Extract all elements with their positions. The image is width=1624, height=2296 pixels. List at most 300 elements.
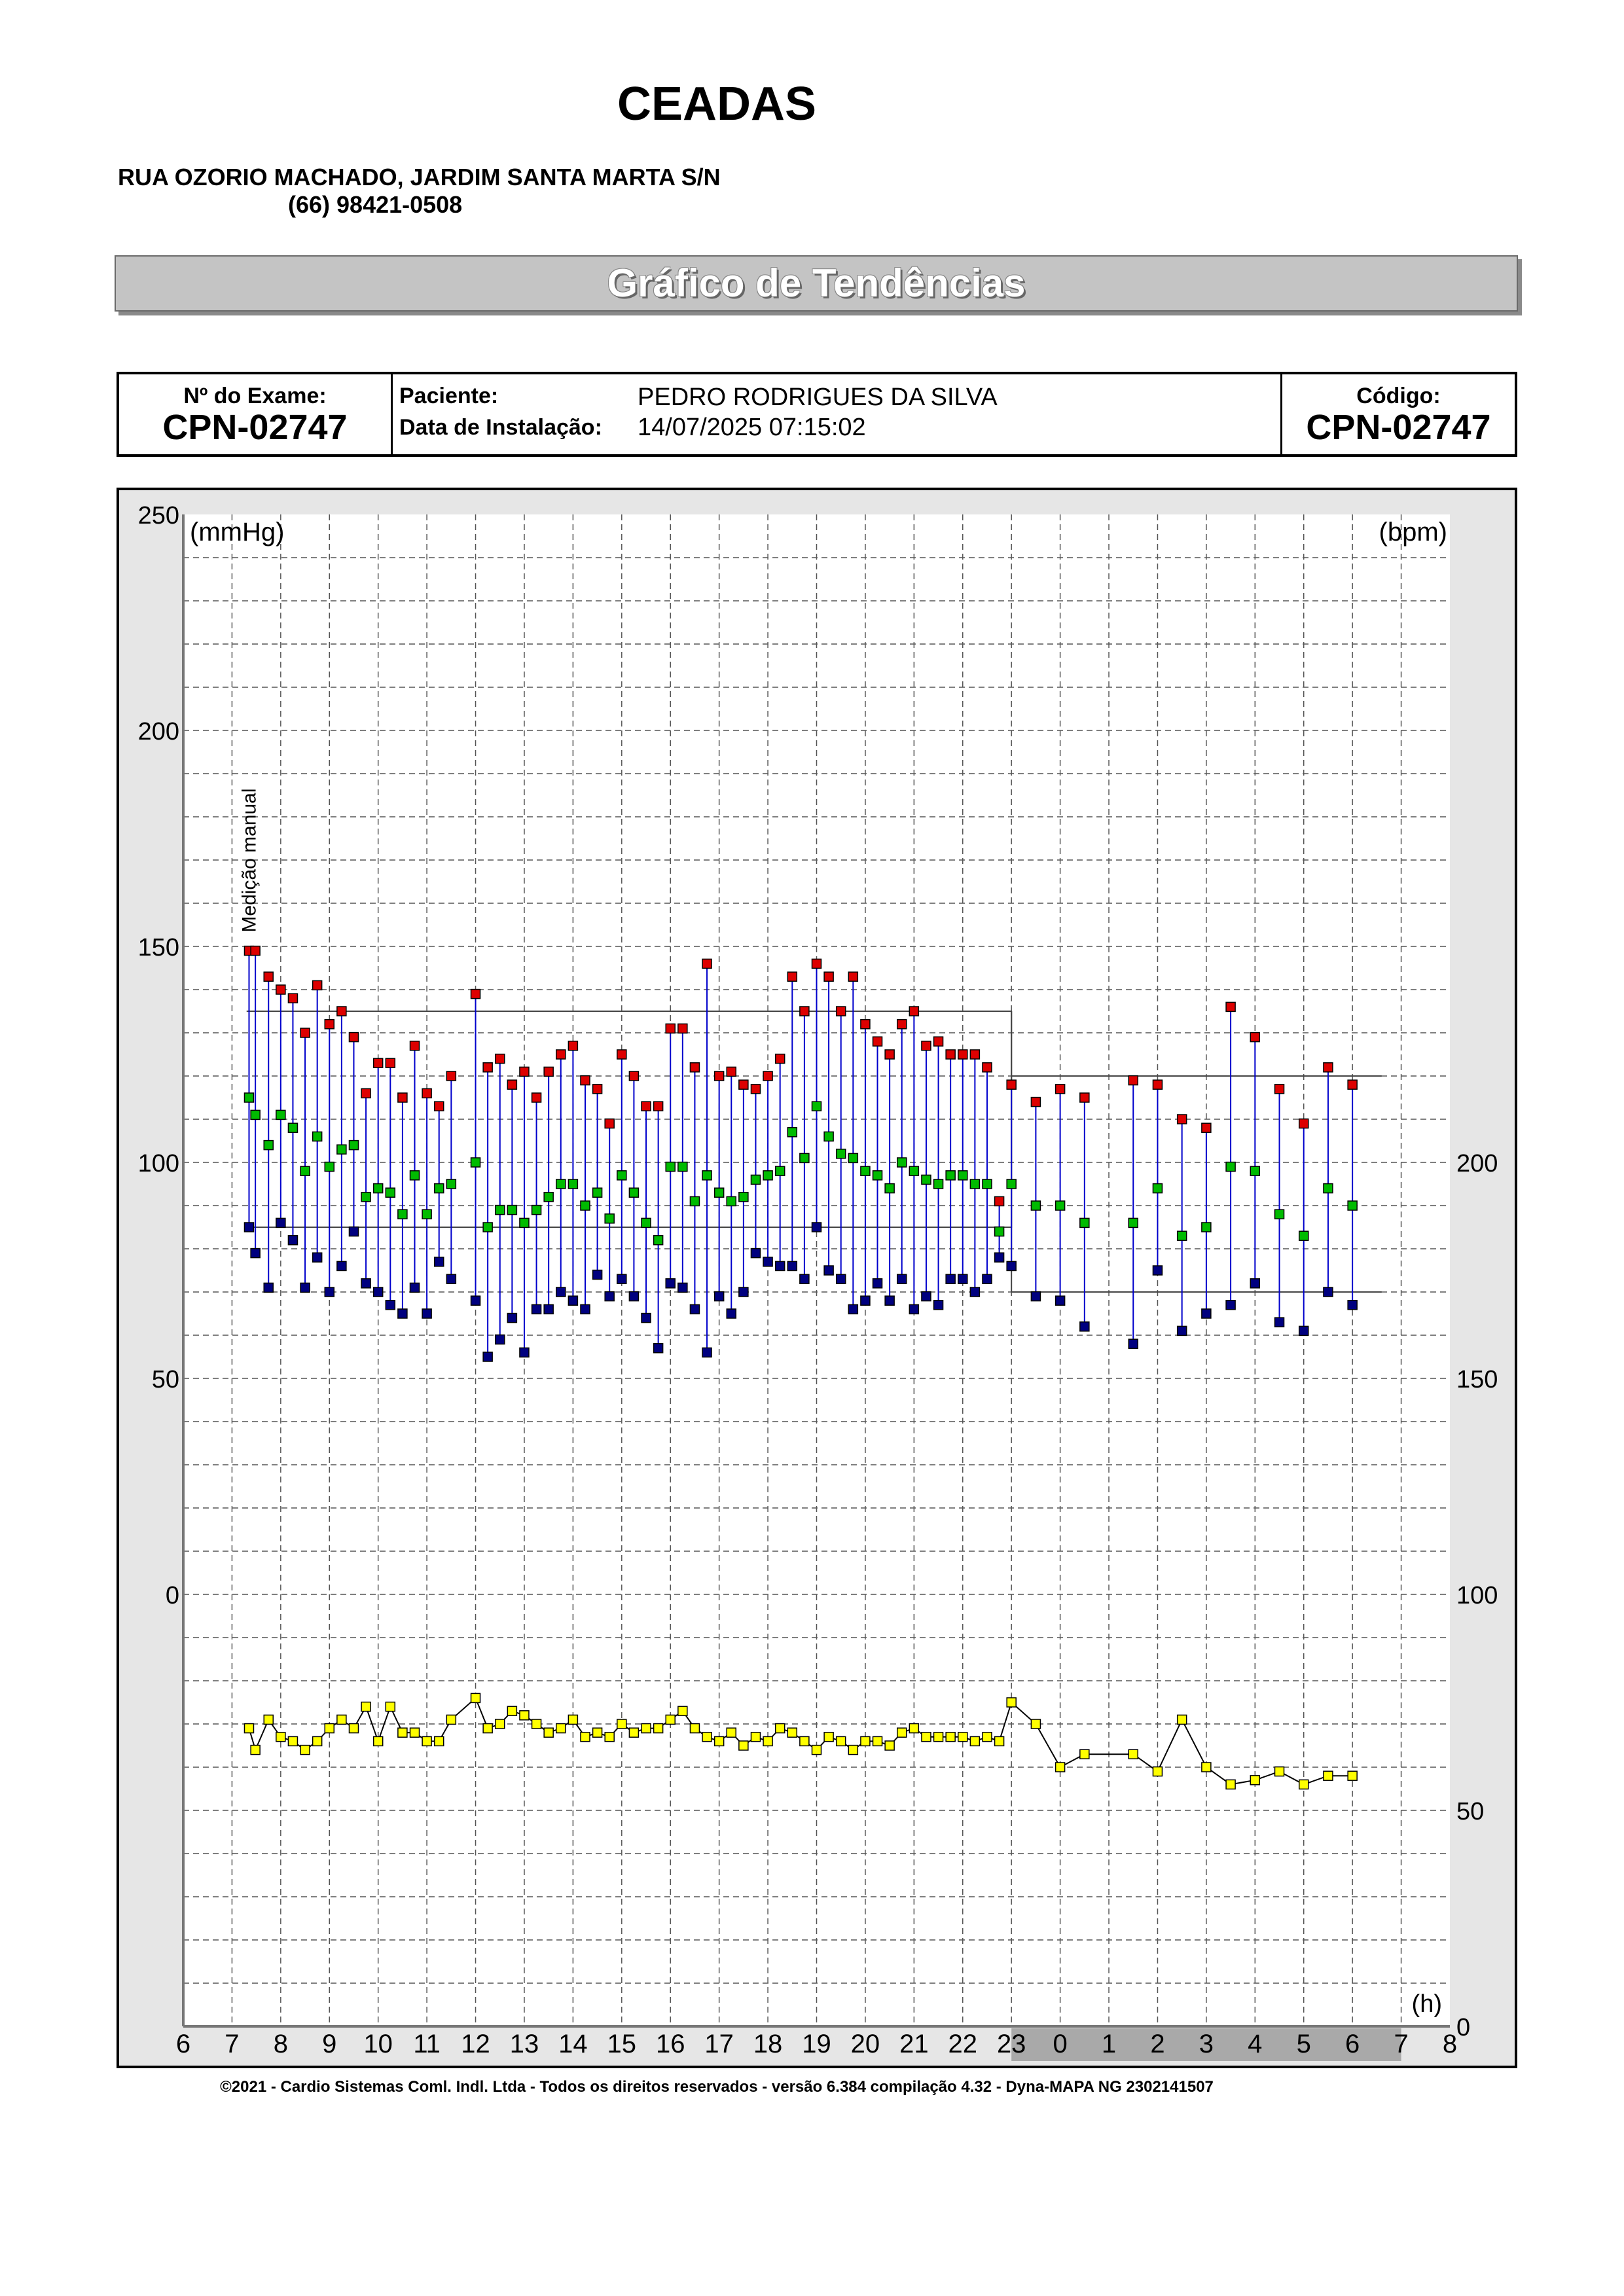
mean-point: [374, 1184, 383, 1193]
mean-point: [727, 1196, 736, 1206]
x-tick-label: 13: [509, 2030, 539, 2058]
diastolic-point: [349, 1227, 358, 1236]
clinic-address: RUA OZORIO MACHADO, JARDIM SANTA MARTA S/N: [118, 164, 721, 190]
heart-rate-point: [763, 1736, 772, 1746]
mean-point: [629, 1188, 638, 1197]
heart-rate-point: [1178, 1715, 1187, 1724]
systolic-point: [763, 1071, 772, 1081]
diastolic-point: [1178, 1326, 1187, 1335]
mean-point: [568, 1179, 577, 1189]
diastolic-point: [568, 1296, 577, 1305]
mean-point: [1299, 1231, 1308, 1240]
patient-name: PEDRO RODRIGUES DA SILVA: [638, 384, 998, 411]
mean-point: [641, 1218, 651, 1227]
diastolic-point: [690, 1304, 699, 1314]
mean-point: [983, 1179, 992, 1189]
heart-rate-point: [1153, 1767, 1162, 1776]
systolic-point: [909, 1007, 918, 1016]
heart-rate-point: [337, 1715, 346, 1724]
systolic-point: [593, 1085, 602, 1094]
systolic-point: [471, 990, 480, 999]
mean-point: [398, 1210, 407, 1219]
mean-point: [313, 1132, 322, 1141]
systolic-point: [1324, 1063, 1333, 1072]
systolic-point: [1153, 1080, 1162, 1089]
diastolic-point: [251, 1249, 260, 1258]
y-tick-label-mmhg: 100: [137, 1150, 179, 1177]
x-tick-label: 6: [1345, 2030, 1360, 2058]
systolic-point: [654, 1102, 663, 1111]
systolic-point: [374, 1058, 383, 1067]
mean-point: [715, 1188, 724, 1197]
y-tick-label-mmhg: 0: [165, 1582, 179, 1609]
manual-measurement-annotation: Medição manual: [238, 788, 261, 933]
mean-point: [422, 1210, 431, 1219]
heart-rate-point: [398, 1728, 407, 1737]
diastolic-point: [763, 1257, 772, 1266]
diastolic-point: [800, 1274, 809, 1283]
systolic-point: [349, 1033, 358, 1042]
x-tick-label: 8: [273, 2030, 288, 2058]
diastolic-point: [1080, 1322, 1089, 1331]
heart-rate-point: [983, 1732, 992, 1742]
systolic-point: [861, 1020, 870, 1029]
heart-rate-point: [873, 1736, 882, 1746]
heart-rate-point: [386, 1702, 395, 1712]
systolic-point: [556, 1050, 566, 1059]
diastolic-point: [398, 1309, 407, 1318]
systolic-point: [715, 1071, 724, 1081]
diastolic-point: [1275, 1318, 1284, 1327]
y-tick-label-bpm: 200: [1456, 1150, 1498, 1177]
systolic-point: [435, 1102, 444, 1111]
x-tick-label: 10: [363, 2030, 393, 2058]
systolic-point: [422, 1088, 431, 1098]
heart-rate-point: [776, 1724, 785, 1733]
heart-rate-point: [1324, 1771, 1333, 1780]
mean-point: [824, 1132, 833, 1141]
mean-point: [471, 1158, 480, 1167]
mean-point: [276, 1110, 285, 1119]
mean-point: [593, 1188, 602, 1197]
heart-rate-point: [410, 1728, 420, 1737]
mean-point: [410, 1171, 420, 1180]
y-tick-label-bpm: 0: [1456, 2014, 1471, 2041]
diastolic-point: [812, 1223, 821, 1232]
diastolic-point: [593, 1270, 602, 1280]
mean-point: [1250, 1166, 1259, 1175]
systolic-point: [678, 1024, 687, 1033]
heart-rate-point: [1056, 1763, 1065, 1772]
x-tick-label: 1: [1101, 2030, 1117, 2058]
heart-rate-point: [824, 1732, 833, 1742]
heart-rate-point: [715, 1736, 724, 1746]
mean-point: [776, 1166, 785, 1175]
systolic-point: [325, 1020, 334, 1029]
mean-point: [1348, 1201, 1357, 1210]
systolic-point: [800, 1007, 809, 1016]
diastolic-point: [1056, 1296, 1065, 1305]
diastolic-point: [1007, 1261, 1016, 1270]
systolic-point: [641, 1102, 651, 1111]
diastolic-point: [556, 1287, 566, 1297]
mean-point: [666, 1162, 675, 1172]
diastolic-point: [276, 1218, 285, 1227]
diastolic-point: [787, 1261, 797, 1270]
systolic-point: [386, 1058, 395, 1067]
diastolic-point: [837, 1274, 846, 1283]
systolic-point: [873, 1037, 882, 1046]
heart-rate-point: [556, 1724, 566, 1733]
mean-point: [654, 1236, 663, 1245]
diastolic-point: [361, 1279, 370, 1288]
systolic-point: [837, 1007, 846, 1016]
x-tick-label: 17: [704, 2030, 734, 2058]
mean-point: [800, 1153, 809, 1162]
diastolic-point: [1128, 1339, 1138, 1348]
mean-point: [1324, 1184, 1333, 1193]
heart-rate-point: [581, 1732, 590, 1742]
systolic-point: [983, 1063, 992, 1072]
systolic-point: [751, 1085, 760, 1094]
diastolic-point: [776, 1261, 785, 1270]
diastolic-point: [300, 1283, 310, 1292]
heart-rate-point: [1080, 1749, 1089, 1759]
diastolic-point: [1226, 1300, 1235, 1310]
diastolic-point: [544, 1304, 553, 1314]
mean-point: [386, 1188, 395, 1197]
diastolic-point: [1031, 1292, 1040, 1301]
mean-point: [361, 1193, 370, 1202]
report-title: Gráfico de Tendências: [607, 261, 1026, 305]
diastolic-point: [288, 1236, 297, 1245]
heart-rate-point: [787, 1728, 797, 1737]
heart-rate-point: [934, 1732, 943, 1742]
heart-rate-point: [325, 1724, 334, 1733]
systolic-point: [934, 1037, 943, 1046]
heart-rate-point: [605, 1732, 614, 1742]
systolic-point: [885, 1050, 894, 1059]
exam-info-box: [117, 372, 1517, 457]
heart-rate-point: [837, 1736, 846, 1746]
systolic-point: [739, 1080, 748, 1089]
mean-point: [678, 1162, 687, 1172]
left-unit-label: (mmHg): [190, 518, 285, 547]
systolic-point: [410, 1041, 420, 1050]
diastolic-point: [970, 1287, 979, 1297]
heart-rate-point: [654, 1724, 663, 1733]
mean-point: [970, 1179, 979, 1189]
diastolic-point: [313, 1253, 322, 1262]
diastolic-point: [702, 1348, 712, 1357]
x-tick-label: 9: [322, 2030, 337, 2058]
diastolic-point: [337, 1261, 346, 1270]
heart-rate-point: [861, 1736, 870, 1746]
diastolic-point: [496, 1335, 505, 1344]
diastolic-point: [958, 1274, 967, 1283]
mean-point: [496, 1206, 505, 1215]
systolic-point: [398, 1093, 407, 1102]
mean-point: [435, 1184, 444, 1193]
systolic-point: [776, 1054, 785, 1064]
mean-point: [1080, 1218, 1089, 1227]
heart-rate-point: [946, 1732, 955, 1742]
systolic-point: [1299, 1119, 1308, 1128]
heart-rate-point: [812, 1746, 821, 1755]
heart-rate-point: [995, 1736, 1004, 1746]
heart-rate-point: [483, 1724, 492, 1733]
systolic-point: [824, 972, 833, 981]
exam-number-cell: [119, 374, 393, 454]
x-tick-label: 5: [1296, 2030, 1311, 2058]
x-unit-label: (h): [1411, 1990, 1442, 2018]
systolic-point: [507, 1080, 516, 1089]
heart-rate-point: [520, 1711, 529, 1720]
y-tick-label-bpm: 50: [1456, 1798, 1485, 1825]
systolic-point: [1348, 1080, 1357, 1089]
x-tick-label: 23: [996, 2030, 1026, 2058]
diastolic-point: [507, 1314, 516, 1323]
diastolic-point: [934, 1300, 943, 1310]
heart-rate-point: [848, 1746, 857, 1755]
mean-point: [349, 1141, 358, 1150]
heart-rate-point: [1250, 1776, 1259, 1785]
heart-rate-point: [251, 1746, 260, 1755]
systolic-point: [897, 1020, 907, 1029]
heart-rate-point: [678, 1706, 687, 1715]
x-tick-label: 7: [1394, 2030, 1409, 2058]
heart-rate-point: [507, 1706, 516, 1715]
heart-rate-point: [300, 1746, 310, 1755]
mean-point: [1056, 1201, 1065, 1210]
systolic-point: [1080, 1093, 1089, 1102]
diastolic-point: [386, 1300, 395, 1310]
y-tick-label-bpm: 150: [1456, 1366, 1498, 1393]
install-date-label: Data de Instalação:: [399, 415, 602, 440]
heart-rate-point: [349, 1724, 358, 1733]
mean-point: [739, 1193, 748, 1202]
x-tick-label: 16: [655, 2030, 685, 2058]
x-tick-label: 3: [1199, 2030, 1214, 2058]
systolic-point: [496, 1054, 505, 1064]
diastolic-point: [995, 1253, 1004, 1262]
systolic-point: [337, 1007, 346, 1016]
mean-point: [532, 1206, 541, 1215]
heart-rate-point: [1128, 1749, 1138, 1759]
systolic-point: [264, 972, 273, 981]
diastolic-point: [532, 1304, 541, 1314]
heart-rate-point: [1226, 1780, 1235, 1789]
report-title-banner: [115, 255, 1518, 312]
systolic-point: [544, 1067, 553, 1076]
diastolic-point: [824, 1266, 833, 1275]
mean-point: [300, 1166, 310, 1175]
mean-point: [1226, 1162, 1235, 1172]
heart-rate-point: [264, 1715, 273, 1724]
diastolic-point: [1202, 1309, 1211, 1318]
mean-point: [922, 1175, 931, 1184]
mean-point: [446, 1179, 456, 1189]
x-tick-label: 6: [175, 2030, 191, 2058]
heart-rate-point: [313, 1736, 322, 1746]
diastolic-point: [1153, 1266, 1162, 1275]
heart-rate-point: [885, 1741, 894, 1750]
systolic-point: [727, 1067, 736, 1076]
x-tick-label: 7: [225, 2030, 240, 2058]
diastolic-point: [410, 1283, 420, 1292]
heart-rate-point: [617, 1719, 626, 1729]
heart-rate-point: [641, 1724, 651, 1733]
heart-rate-point: [970, 1736, 979, 1746]
diastolic-point: [861, 1296, 870, 1305]
trend-chart-frame: [117, 488, 1517, 2068]
mean-point: [1031, 1201, 1040, 1210]
mean-point: [288, 1123, 297, 1132]
mean-point: [520, 1218, 529, 1227]
diastolic-point: [605, 1292, 614, 1301]
diastolic-point: [909, 1304, 918, 1314]
x-tick-label: 0: [1053, 2030, 1068, 2058]
mean-point: [483, 1223, 492, 1232]
mean-point: [861, 1166, 870, 1175]
diastolic-point: [422, 1309, 431, 1318]
systolic-point: [300, 1028, 310, 1037]
clinic-phone: (66) 98421-0508: [288, 191, 463, 218]
heart-rate-point: [739, 1741, 748, 1750]
mean-point: [909, 1166, 918, 1175]
diastolic-point: [1324, 1287, 1333, 1297]
mean-point: [897, 1158, 907, 1167]
mean-point: [946, 1171, 955, 1180]
x-tick-label: 11: [413, 2030, 441, 2058]
systolic-point: [1202, 1123, 1211, 1132]
heart-rate-point: [532, 1719, 541, 1729]
diastolic-point: [1299, 1326, 1308, 1335]
exam-number-label: Nº do Exame:: [183, 384, 327, 408]
mean-point: [1153, 1184, 1162, 1193]
systolic-point: [1178, 1115, 1187, 1124]
systolic-point: [276, 985, 285, 994]
diastolic-point: [264, 1283, 273, 1292]
heart-rate-point: [276, 1732, 285, 1742]
mean-point: [264, 1141, 273, 1150]
heart-rate-point: [922, 1732, 931, 1742]
x-tick-label: 20: [850, 2030, 880, 2058]
patient-label: Paciente:: [399, 384, 499, 408]
right-unit-label: (bpm): [1379, 518, 1447, 547]
heart-rate-point: [422, 1736, 431, 1746]
systolic-point: [690, 1063, 699, 1072]
mean-point: [934, 1179, 943, 1189]
systolic-point: [629, 1071, 638, 1081]
diastolic-point: [629, 1292, 638, 1301]
systolic-point: [483, 1063, 492, 1072]
systolic-point: [446, 1071, 456, 1081]
y-tick-label-mmhg: 150: [137, 934, 179, 961]
heart-rate-point: [1299, 1780, 1308, 1789]
y-tick-label-mmhg: 200: [137, 718, 179, 745]
systolic-point: [1250, 1033, 1259, 1042]
mean-point: [690, 1196, 699, 1206]
diastolic-point: [446, 1274, 456, 1283]
y-tick-label-mmhg: 250: [137, 502, 179, 529]
mean-point: [617, 1171, 626, 1180]
diastolic-point: [946, 1274, 955, 1283]
x-tick-label: 12: [461, 2030, 490, 2058]
heart-rate-point: [1275, 1767, 1284, 1776]
x-tick-label: 22: [948, 2030, 978, 2058]
diastolic-point: [325, 1287, 334, 1297]
heart-rate-point: [1202, 1763, 1211, 1772]
heart-rate-point: [727, 1728, 736, 1737]
mean-point: [848, 1153, 857, 1162]
diastolic-point: [654, 1344, 663, 1353]
systolic-point: [946, 1050, 955, 1059]
x-tick-label: 21: [899, 2030, 929, 2058]
systolic-point: [1128, 1076, 1138, 1085]
mean-point: [581, 1201, 590, 1210]
diastolic-point: [715, 1292, 724, 1301]
systolic-point: [288, 994, 297, 1003]
mean-point: [837, 1149, 846, 1158]
heart-rate-point: [690, 1724, 699, 1733]
mean-point: [812, 1102, 821, 1111]
mean-point: [751, 1175, 760, 1184]
systolic-point: [1275, 1085, 1284, 1094]
systolic-point: [313, 980, 322, 990]
heart-rate-point: [897, 1728, 907, 1737]
trend-chart: [119, 490, 1515, 2066]
heart-rate-point: [544, 1728, 553, 1737]
systolic-point: [970, 1050, 979, 1059]
mean-point: [251, 1110, 260, 1119]
mean-point: [1178, 1231, 1187, 1240]
systolic-point: [958, 1050, 967, 1059]
systolic-point: [532, 1093, 541, 1102]
mean-point: [995, 1227, 1004, 1236]
systolic-point: [848, 972, 857, 981]
systolic-point: [1007, 1080, 1016, 1089]
mean-point: [1128, 1218, 1138, 1227]
mean-point: [507, 1206, 516, 1215]
systolic-point: [617, 1050, 626, 1059]
systolic-point: [1226, 1002, 1235, 1011]
heart-rate-point: [568, 1715, 577, 1724]
systolic-point: [581, 1076, 590, 1085]
code-label: Código:: [1356, 384, 1441, 408]
x-tick-label: 4: [1248, 2030, 1263, 2058]
mean-point: [325, 1162, 334, 1172]
mean-point: [605, 1214, 614, 1223]
heart-rate-point: [800, 1736, 809, 1746]
mean-point: [787, 1128, 797, 1137]
systolic-point: [1031, 1098, 1040, 1107]
systolic-point: [251, 946, 260, 956]
diastolic-point: [483, 1352, 492, 1361]
heart-rate-point: [1348, 1771, 1357, 1780]
systolic-point: [666, 1024, 675, 1033]
mean-point: [1007, 1179, 1016, 1189]
copyright-footer: ©2021 - Cardio Sistemas Coml. Indl. Ltda - Todos os direitos reservados - versão 6.384 compilação 4.32 - Dyna-MAPA NG 2302141507: [220, 2078, 1214, 2096]
diastolic-point: [641, 1314, 651, 1323]
diastolic-point: [617, 1274, 626, 1283]
systolic-point: [995, 1196, 1004, 1206]
x-tick-label: 14: [558, 2030, 588, 2058]
systolic-point: [361, 1088, 370, 1098]
x-tick-label: 19: [802, 2030, 831, 2058]
install-date-value: 14/07/2025 07:15:02: [638, 414, 866, 441]
systolic-point: [787, 972, 797, 981]
